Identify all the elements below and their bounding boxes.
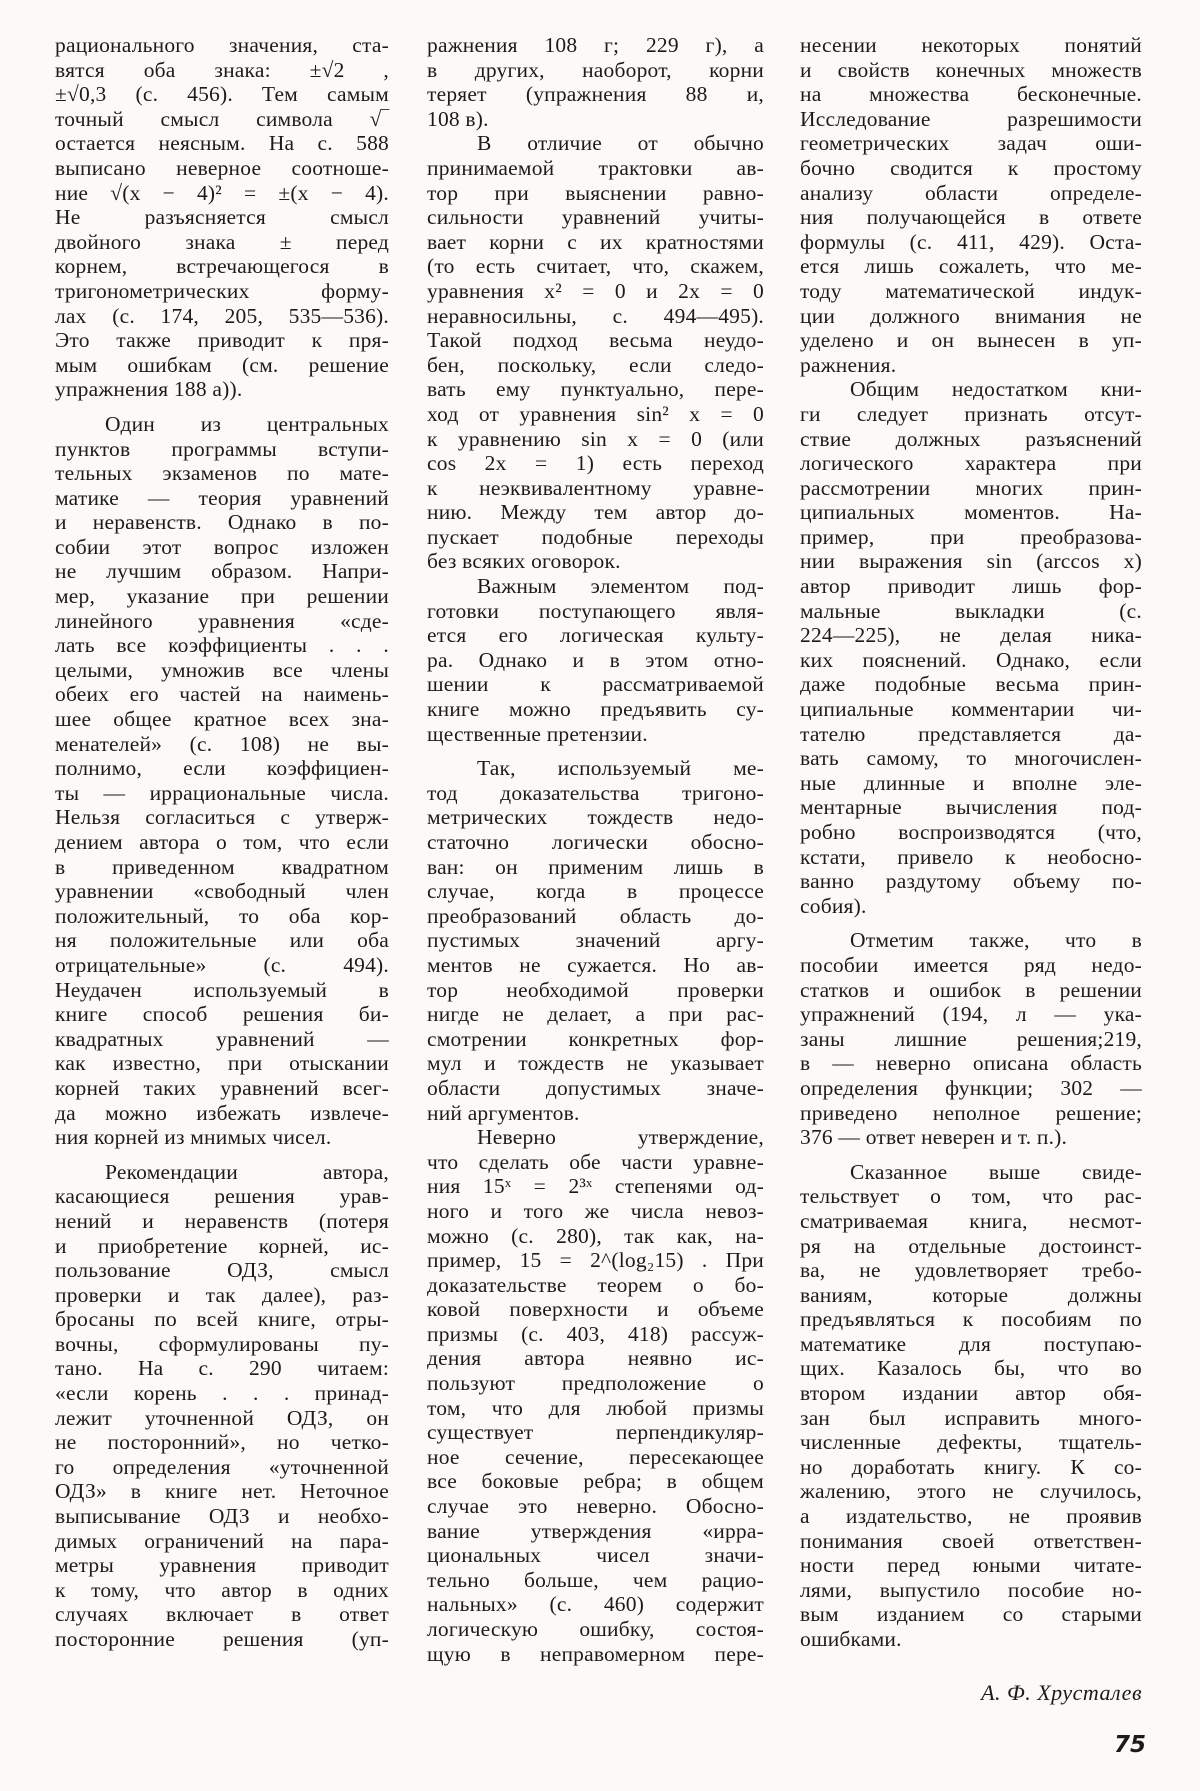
text-line: тор необходимой проверки [427, 977, 764, 1002]
text-line: Рекомендации автора, [105, 1159, 389, 1184]
text-line: ется лишь сожалеть, что ме- [800, 254, 1142, 279]
text-line: ципиальных моментов. На- [800, 500, 1142, 525]
text-line: выписано неверное соотноше- [55, 155, 389, 180]
text-line: вать самому, то многочислен- [800, 746, 1142, 771]
text-line: обеих его частей на наимень- [55, 682, 389, 707]
text-line: мул и тождеств не указывает [427, 1051, 764, 1076]
text-line: как известно, при отыскании [55, 1051, 389, 1076]
text-line: готовки поступающего явля- [427, 598, 764, 623]
text-line: на множества бесконечные. [800, 82, 1142, 107]
text-line: ход от уравнения sin² x = 0 [427, 401, 764, 426]
text-line: ря на отдельные достоинст- [800, 1233, 1142, 1258]
text-line: мальные выкладки (с. [800, 598, 1142, 623]
text-line: лать все коэффициенты . . . [55, 633, 389, 658]
text-line: в — неверно описана область [800, 1051, 1142, 1076]
text-line: Важным элементом под- [477, 574, 764, 599]
text-line: тод доказательства тригоно- [427, 780, 764, 805]
text-line: шее общее кратное всех зна- [55, 707, 389, 732]
text-line: (то есть считает, что, скажем, [427, 254, 764, 279]
text-line: том, что для любой призмы [427, 1395, 764, 1420]
text-line: тателю представляется да- [800, 721, 1142, 746]
text-line: cos 2x = 1) есть переход [427, 451, 764, 476]
text-line: го определения «уточненной [55, 1454, 389, 1479]
text-line: сильности уравнений учиты- [427, 205, 764, 230]
text-line: ванно раздутому объему по- [800, 869, 1142, 894]
text-line: ван: он применим лишь в [427, 854, 764, 879]
text-line: к тому, что автор в одних [55, 1577, 389, 1602]
text-line: ципиальные комментарии чи- [800, 697, 1142, 722]
text-line: димых ограничений на пара- [55, 1528, 389, 1553]
text-line: рационального значения, ста- [55, 33, 389, 57]
text-line: Неверно утверждение, [477, 1125, 764, 1150]
text-line: упражнений (194, л — ука- [800, 1002, 1142, 1027]
text-line: да можно избежать извлече- [55, 1100, 389, 1125]
text-line: Отметим также, что в [850, 928, 1142, 953]
text-line: математике для поступаю- [800, 1331, 1142, 1356]
text-line: 376 — ответ неверен и т. п.). [800, 1125, 1068, 1150]
text-line: шении к рассматриваемой [427, 672, 764, 697]
text-line: не лучшим образом. Напри- [55, 559, 389, 584]
text-line: корнем, встречающегося в [55, 254, 389, 279]
text-line: выписывание ОДЗ и необхо- [55, 1504, 389, 1529]
text-line: все боковые ребра; в общем [427, 1469, 764, 1494]
text-line: даже подобные весьма прин- [800, 672, 1142, 697]
text-line: случаях включает в ответ [55, 1602, 389, 1627]
text-line: мер, указание при решении [55, 584, 389, 609]
text-line: Это также приводит к пря- [55, 328, 389, 353]
text-line: квадратных уравнений — [55, 1026, 389, 1051]
text-line: положительный, то оба кор- [55, 903, 389, 928]
text-line: пользуют предположение о [427, 1371, 764, 1396]
text-line: нии выражения sin (arccos x) [800, 549, 1142, 574]
text-line: ний аргументов. [427, 1100, 580, 1125]
text-line: ±√0,3 (с. 456). Тем самым [55, 82, 389, 107]
text-line: касающиеся решения урав- [55, 1184, 389, 1209]
text-line: книге способ решения би- [55, 1002, 389, 1027]
text-line: тельствует о том, что рас- [800, 1184, 1142, 1209]
text-line: пунктов программы вступи- [55, 436, 389, 461]
text-line: в приведенном квадратном [55, 854, 389, 879]
text-column-2 [427, 33, 764, 1666]
text-line: пример, при преобразова- [800, 524, 1142, 549]
text-line: бросаны по всей книге, отры- [55, 1307, 389, 1332]
text-line: щую в неправомерном пере- [427, 1641, 764, 1666]
text-line: целыми, умножив все члены [55, 657, 389, 682]
text-line: Так, используемый ме- [477, 756, 764, 781]
text-line: численные дефекты, тщатель- [800, 1430, 1142, 1455]
text-line: метрических тождеств недо- [427, 805, 764, 830]
text-line: случае, когда в процессе [427, 879, 764, 904]
text-line: уравнения x² = 0 и 2x = 0 [427, 278, 764, 303]
text-line: уделено и он вынесен в уп- [800, 328, 1142, 353]
text-line: остается неясным. На с. 588 [55, 131, 389, 156]
text-line: без всяких оговорок. [427, 549, 621, 574]
text-line: ется его логическая культу- [427, 623, 764, 648]
text-line: пускает подобные переходы [427, 524, 764, 549]
text-line: циональных чисел значи- [427, 1543, 764, 1568]
text-line: пример, 15 = 2^(log₂15) . При [427, 1248, 764, 1273]
text-line: ня положительные или оба [55, 928, 389, 953]
text-line: собия). [800, 893, 867, 918]
text-line: определения функции; 302 — [800, 1075, 1142, 1100]
text-line: корней таких уравнений всег- [55, 1075, 389, 1100]
text-line: тельных экзаменов по мате- [55, 461, 389, 486]
text-line: рассмотрении многих прин- [800, 475, 1142, 500]
text-line: призмы (с. 403, 418) рассуж- [427, 1321, 764, 1346]
author-signature: А. Ф. Хрусталев [981, 1680, 1142, 1705]
text-line: но доработать книгу. К со- [800, 1454, 1142, 1479]
text-line: ные длинные и вполне эле- [800, 770, 1142, 795]
text-line: к уравнению sin x = 0 (или [427, 426, 764, 451]
text-line: сматриваемая книга, несмот- [800, 1208, 1142, 1233]
text-line: ги следует признать отсут- [800, 401, 1142, 426]
text-line: Общим недостатком кни- [850, 377, 1142, 402]
text-line: «если корень . . . принад- [55, 1381, 389, 1406]
text-line: неравносильны, с. 494—495). [427, 303, 764, 328]
text-line: ковой поверхности и объеме [427, 1297, 764, 1322]
text-line: вочны, сформулированы пу- [55, 1331, 389, 1356]
text-line: приведено неполное решение; [800, 1100, 1142, 1125]
text-line: упражнения 188 а)). [55, 377, 243, 402]
text-column-1 [55, 33, 389, 1652]
text-line: геометрических задач оши- [800, 131, 1142, 156]
text-line: втором издании автор обя- [800, 1381, 1142, 1406]
text-line: вание утверждения «ирра- [427, 1518, 764, 1543]
text-line: матике — теория уравнений [55, 485, 389, 510]
text-line: робно воспроизводятся (что, [800, 820, 1142, 844]
text-line: ния корней из мнимых чисел. [55, 1125, 332, 1150]
text-line: метры уравнения приводит [55, 1553, 389, 1578]
text-line: тано. На с. 290 читаем: [55, 1356, 389, 1381]
text-line: что сделать обе части уравне- [427, 1149, 764, 1174]
text-line: лах (с. 174, 205, 535—536). [55, 303, 389, 328]
text-line: ствие должных разъяснений [800, 426, 1142, 451]
text-line: проверки и так далее), раз- [55, 1282, 389, 1307]
text-line: ментарные вычисления под- [800, 795, 1142, 820]
text-line: нений и неравенств (потеря [55, 1208, 389, 1233]
text-line: можно (с. 280), так как, на- [427, 1223, 764, 1248]
text-line: ва, не удовлетворяет требо- [800, 1258, 1142, 1283]
text-line: книге можно предъявить су- [427, 697, 764, 722]
text-line: ражнения. [800, 352, 897, 377]
text-line: дения автора неявно ис- [427, 1346, 764, 1371]
text-line: и свойств конечных множеств [800, 57, 1142, 82]
text-line: ментов не сужается. Но ав- [427, 952, 764, 977]
text-line: лежит уточненной ОДЗ, он [55, 1405, 389, 1430]
text-line: посторонние решения (уп- [55, 1627, 389, 1651]
text-line: не посторонний», но четко- [55, 1430, 389, 1455]
text-line: теряет (упражнения 88 и, [427, 82, 764, 107]
text-line: вать ему пунктуально, пере- [427, 377, 764, 402]
text-line: нигде не делает, а при рас- [427, 1002, 764, 1027]
text-line: логическую ошибку, состоя- [427, 1617, 764, 1641]
text-line: вает корни с их кратностями [427, 229, 764, 254]
text-line: ошибками. [800, 1627, 902, 1651]
text-line: понимания своей ответствен- [800, 1528, 1142, 1553]
text-line: Такой подход весьма неудо- [427, 328, 764, 353]
text-line: и неравенств. Однако в по- [55, 510, 389, 535]
text-line: предъявляться к пособиям по [800, 1307, 1142, 1332]
text-line: точный смысл символа √‾ [55, 106, 389, 131]
text-line: ния 15ˣ = 2³ˣ степенями од- [427, 1174, 764, 1199]
text-line: ции должного внимания не [800, 303, 1142, 328]
text-line: Нельзя согласиться с утверж- [55, 805, 389, 830]
text-line: ких пояснений. Однако, если [800, 647, 1142, 672]
text-line: полнимо, если коэффициен- [55, 756, 389, 781]
text-column-3 [800, 33, 1142, 1652]
text-line: щественные претензии. [427, 721, 648, 746]
text-line: в других, наоборот, корни [427, 57, 764, 82]
text-line: анализу области определе- [800, 180, 1142, 205]
text-line: собии этот вопрос изложен [55, 534, 389, 559]
text-line: области допустимых значе- [427, 1075, 764, 1100]
text-line: Не разъясняется смысл [55, 205, 389, 230]
text-line: логического характера при [800, 451, 1142, 476]
text-line: ное сечение, пересекающее [427, 1444, 764, 1469]
text-line: формулы (с. 411, 429). Оста- [800, 229, 1142, 254]
text-line: 108 в). [427, 106, 489, 131]
text-line: уравнении «свободный член [55, 879, 389, 904]
text-line: ние √(x − 4)² = ±(x − 4). [55, 180, 389, 205]
text-line: ра. Однако и в этом отно- [427, 647, 764, 672]
text-line: пустимых значений аргу- [427, 928, 764, 953]
text-line: ния получающейся в ответе [800, 205, 1142, 230]
text-line: зан был исправить много- [800, 1405, 1142, 1430]
text-line: 224—225), не делая ника- [800, 623, 1142, 648]
text-line: двойного знака ± перед [55, 229, 389, 254]
text-line: менателей» (с. 108) не вы- [55, 731, 389, 756]
text-line: ного и того же числа невоз- [427, 1198, 764, 1223]
text-line: мым ошибкам (см. решение [55, 352, 389, 377]
text-line: пособии имеется ряд недо- [800, 952, 1142, 977]
text-line: щих. Казалось бы, что во [800, 1356, 1142, 1381]
text-line: случае это неверно. Обосно- [427, 1494, 764, 1519]
text-line: тоду математической индук- [800, 278, 1142, 303]
text-line: бочно сводится к простому [800, 155, 1142, 180]
text-line: доказательстве теорем о бо- [427, 1272, 764, 1297]
text-line: Исследование разрешимости [800, 106, 1142, 131]
text-line: к неэквивалентному уравне- [427, 475, 764, 500]
text-line: принимаемой трактовки ав- [427, 155, 764, 180]
text-line: смотрении конкретных фор- [427, 1026, 764, 1051]
text-line: ваниям, которые должны [800, 1282, 1142, 1307]
text-line: пользование ОДЗ, смысл [55, 1258, 389, 1283]
text-line: кстати, привело к необосно- [800, 844, 1142, 869]
text-line: отрицательные» (с. 494). [55, 952, 389, 977]
text-line: Сказанное выше свиде- [850, 1159, 1142, 1184]
text-line: лями, выпустило пособие но- [800, 1577, 1142, 1602]
text-line: В отличие от обычно [477, 131, 764, 156]
text-line: Неудачен используемый в [55, 977, 389, 1002]
text-line: нию. Между тем автор до- [427, 500, 764, 525]
text-line: вятся оба знака: ±√2 , [55, 57, 389, 82]
page-number: 75 [1114, 1732, 1147, 1758]
text-line: тельно больше, чем рацио- [427, 1567, 764, 1592]
text-line: ОДЗ» в книге нет. Неточное [55, 1479, 389, 1504]
text-line: и приобретение корней, ис- [55, 1233, 389, 1258]
text-line: бен, поскольку, если следо- [427, 352, 764, 377]
text-line: тригонометрических форму- [55, 278, 389, 303]
text-line: ности перед юными читате- [800, 1553, 1142, 1578]
text-line: ражнения 108 г; 229 г), а [427, 33, 764, 57]
text-line: Один из центральных [105, 411, 389, 436]
text-line: ты — иррациональные числа. [55, 780, 389, 805]
text-line: статочно логически обосно- [427, 830, 764, 854]
text-line: заны лишние решения;219, [800, 1026, 1142, 1051]
text-line: а издательство, не проявив [800, 1504, 1142, 1529]
text-line: автор приводит лишь фор- [800, 574, 1142, 599]
text-line: преобразований область до- [427, 903, 764, 928]
text-line: нальных» (с. 460) содержит [427, 1592, 764, 1617]
text-line: существует перпендикуляр- [427, 1420, 764, 1445]
text-line: линейного уравнения «сде- [55, 608, 389, 633]
text-line: дением автора о том, что если [55, 830, 389, 854]
text-line: вым изданием со старыми [800, 1602, 1142, 1627]
text-line: статков и ошибок в решении [800, 977, 1142, 1002]
text-line: тор при выяснении равно- [427, 180, 764, 205]
text-line: жалению, этого не случилось, [800, 1479, 1142, 1504]
text-line: несении некоторых понятий [800, 33, 1142, 57]
